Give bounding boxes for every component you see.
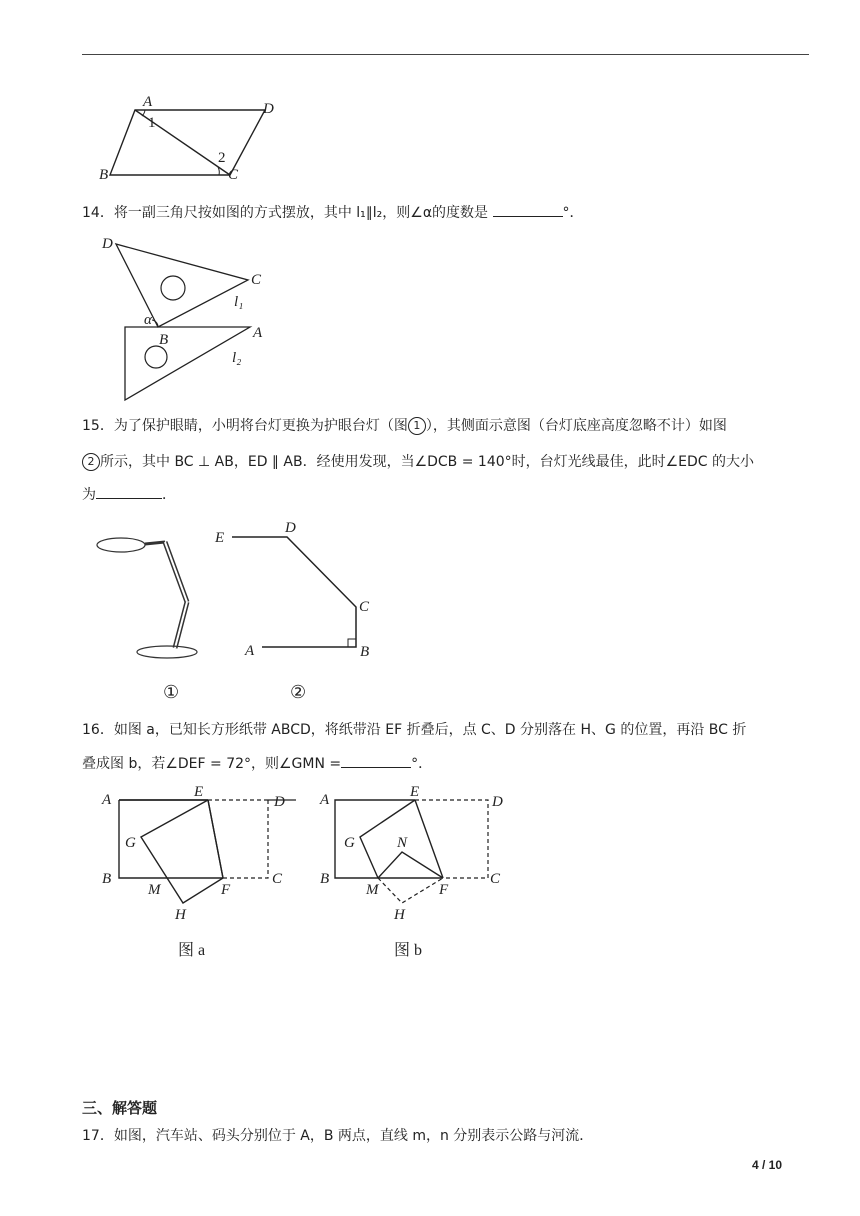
q14-question — [82, 202, 584, 223]
q16a-label: C — [272, 871, 283, 887]
q14-figure — [100, 232, 280, 407]
q16b-label: F — [439, 882, 449, 898]
q16a-label: M — [148, 882, 161, 898]
page-number: 4 / 10 — [752, 1158, 783, 1172]
q16b-label: H — [394, 907, 405, 923]
q14-label: C — [251, 272, 262, 288]
q16b-label: B — [320, 871, 330, 887]
figure-caption-1: ① — [163, 682, 180, 702]
q16a-label: A — [102, 792, 112, 808]
q16b-caption: 图 b — [394, 942, 423, 959]
q14-label: D — [102, 236, 113, 252]
figure-ref-2: 2 — [82, 453, 100, 471]
q16b-label: D — [492, 794, 503, 810]
q15-label: A — [245, 643, 255, 659]
q17-question — [82, 1126, 593, 1146]
q16a-caption: 图 a — [178, 942, 206, 959]
q16b-label: A — [320, 792, 330, 808]
q16-question-line1 — [82, 720, 746, 740]
q15-label: E — [215, 530, 225, 546]
q15-figure-2 — [210, 515, 390, 705]
q13-label: 2 — [218, 150, 226, 166]
q16a-label: B — [102, 871, 112, 887]
q15-text: ），其侧面示意图（台灯底座高度忽略不计）如图 — [425, 418, 727, 434]
q14-label: B — [159, 332, 169, 348]
q16b-label: C — [490, 871, 501, 887]
q14-label: α — [144, 312, 152, 328]
q13-figure — [95, 90, 295, 190]
desk-lamp-figure — [95, 530, 215, 710]
q16-answer-blank — [341, 753, 411, 768]
q14-answer-blank — [493, 202, 563, 217]
q13-label: A — [143, 94, 153, 110]
q15-question-line2 — [82, 452, 754, 472]
q16a-label: D — [274, 794, 285, 810]
q13-label: C — [228, 167, 239, 183]
q16b-label: N — [397, 835, 408, 851]
q16-figure-a — [98, 785, 298, 965]
q16b-label: M — [366, 882, 379, 898]
q16b-label: G — [344, 835, 355, 851]
q16a-label: E — [194, 784, 204, 800]
q15-answer-blank — [96, 484, 162, 499]
q15-text: ． — [162, 487, 176, 503]
q16-text: 叠成图 b，若∠DEF = 72°，则∠GMN = — [82, 756, 342, 772]
q16b-label: E — [410, 784, 420, 800]
q15-text: 15．为了保护眼睛，小明将台灯更换为护眼台灯（图 — [82, 418, 408, 434]
q16-question-line2 — [82, 753, 432, 774]
q14-suffix: °． — [562, 205, 584, 221]
q16-text: 16．如图 a，已知长方形纸带 ABCD，将纸带沿 EF 折叠后，点 C、D 分别落在 H、G 的位置，再沿 BC 折 — [82, 722, 747, 738]
q13-label: D — [263, 101, 274, 117]
header-rule — [82, 54, 809, 55]
q14-label: A — [253, 325, 263, 341]
q15-text: 为 — [82, 487, 96, 503]
q16a-label: G — [125, 835, 136, 851]
q16a-label: F — [221, 882, 231, 898]
section-title: 三、解答题 — [82, 1099, 158, 1117]
q15-label: B — [360, 644, 370, 660]
q17-text: 17．如图，汽车站、码头分别位于 A，B 两点，直线 m，n 分别表示公路与河流． — [82, 1128, 594, 1144]
q14-label: l₂ — [232, 350, 242, 366]
figure-ref-1: 1 — [408, 417, 426, 435]
q15-question-line3 — [82, 484, 176, 505]
q15-label: C — [359, 599, 370, 615]
q13-label: 1 — [148, 115, 156, 131]
q16-text: °． — [411, 756, 433, 772]
q16a-label: H — [175, 907, 186, 923]
q13-label: B — [99, 167, 109, 183]
q15-question-line1 — [82, 416, 727, 436]
q14-label: l₁ — [234, 294, 244, 310]
q15-label: D — [285, 520, 296, 536]
q15-text: 所示，其中 BC ⊥ AB，ED ∥ AB．经使用发现，当∠DCB = 140°时，台灯光线最佳，此时∠EDC 的大小 — [100, 454, 755, 470]
q16-figure-b — [318, 785, 518, 965]
q14-text: 14．将一副三角尺按如图的方式摆放，其中 l₁∥l₂，则∠α的度数是 — [82, 205, 493, 221]
figure-caption-2: ② — [290, 682, 307, 702]
